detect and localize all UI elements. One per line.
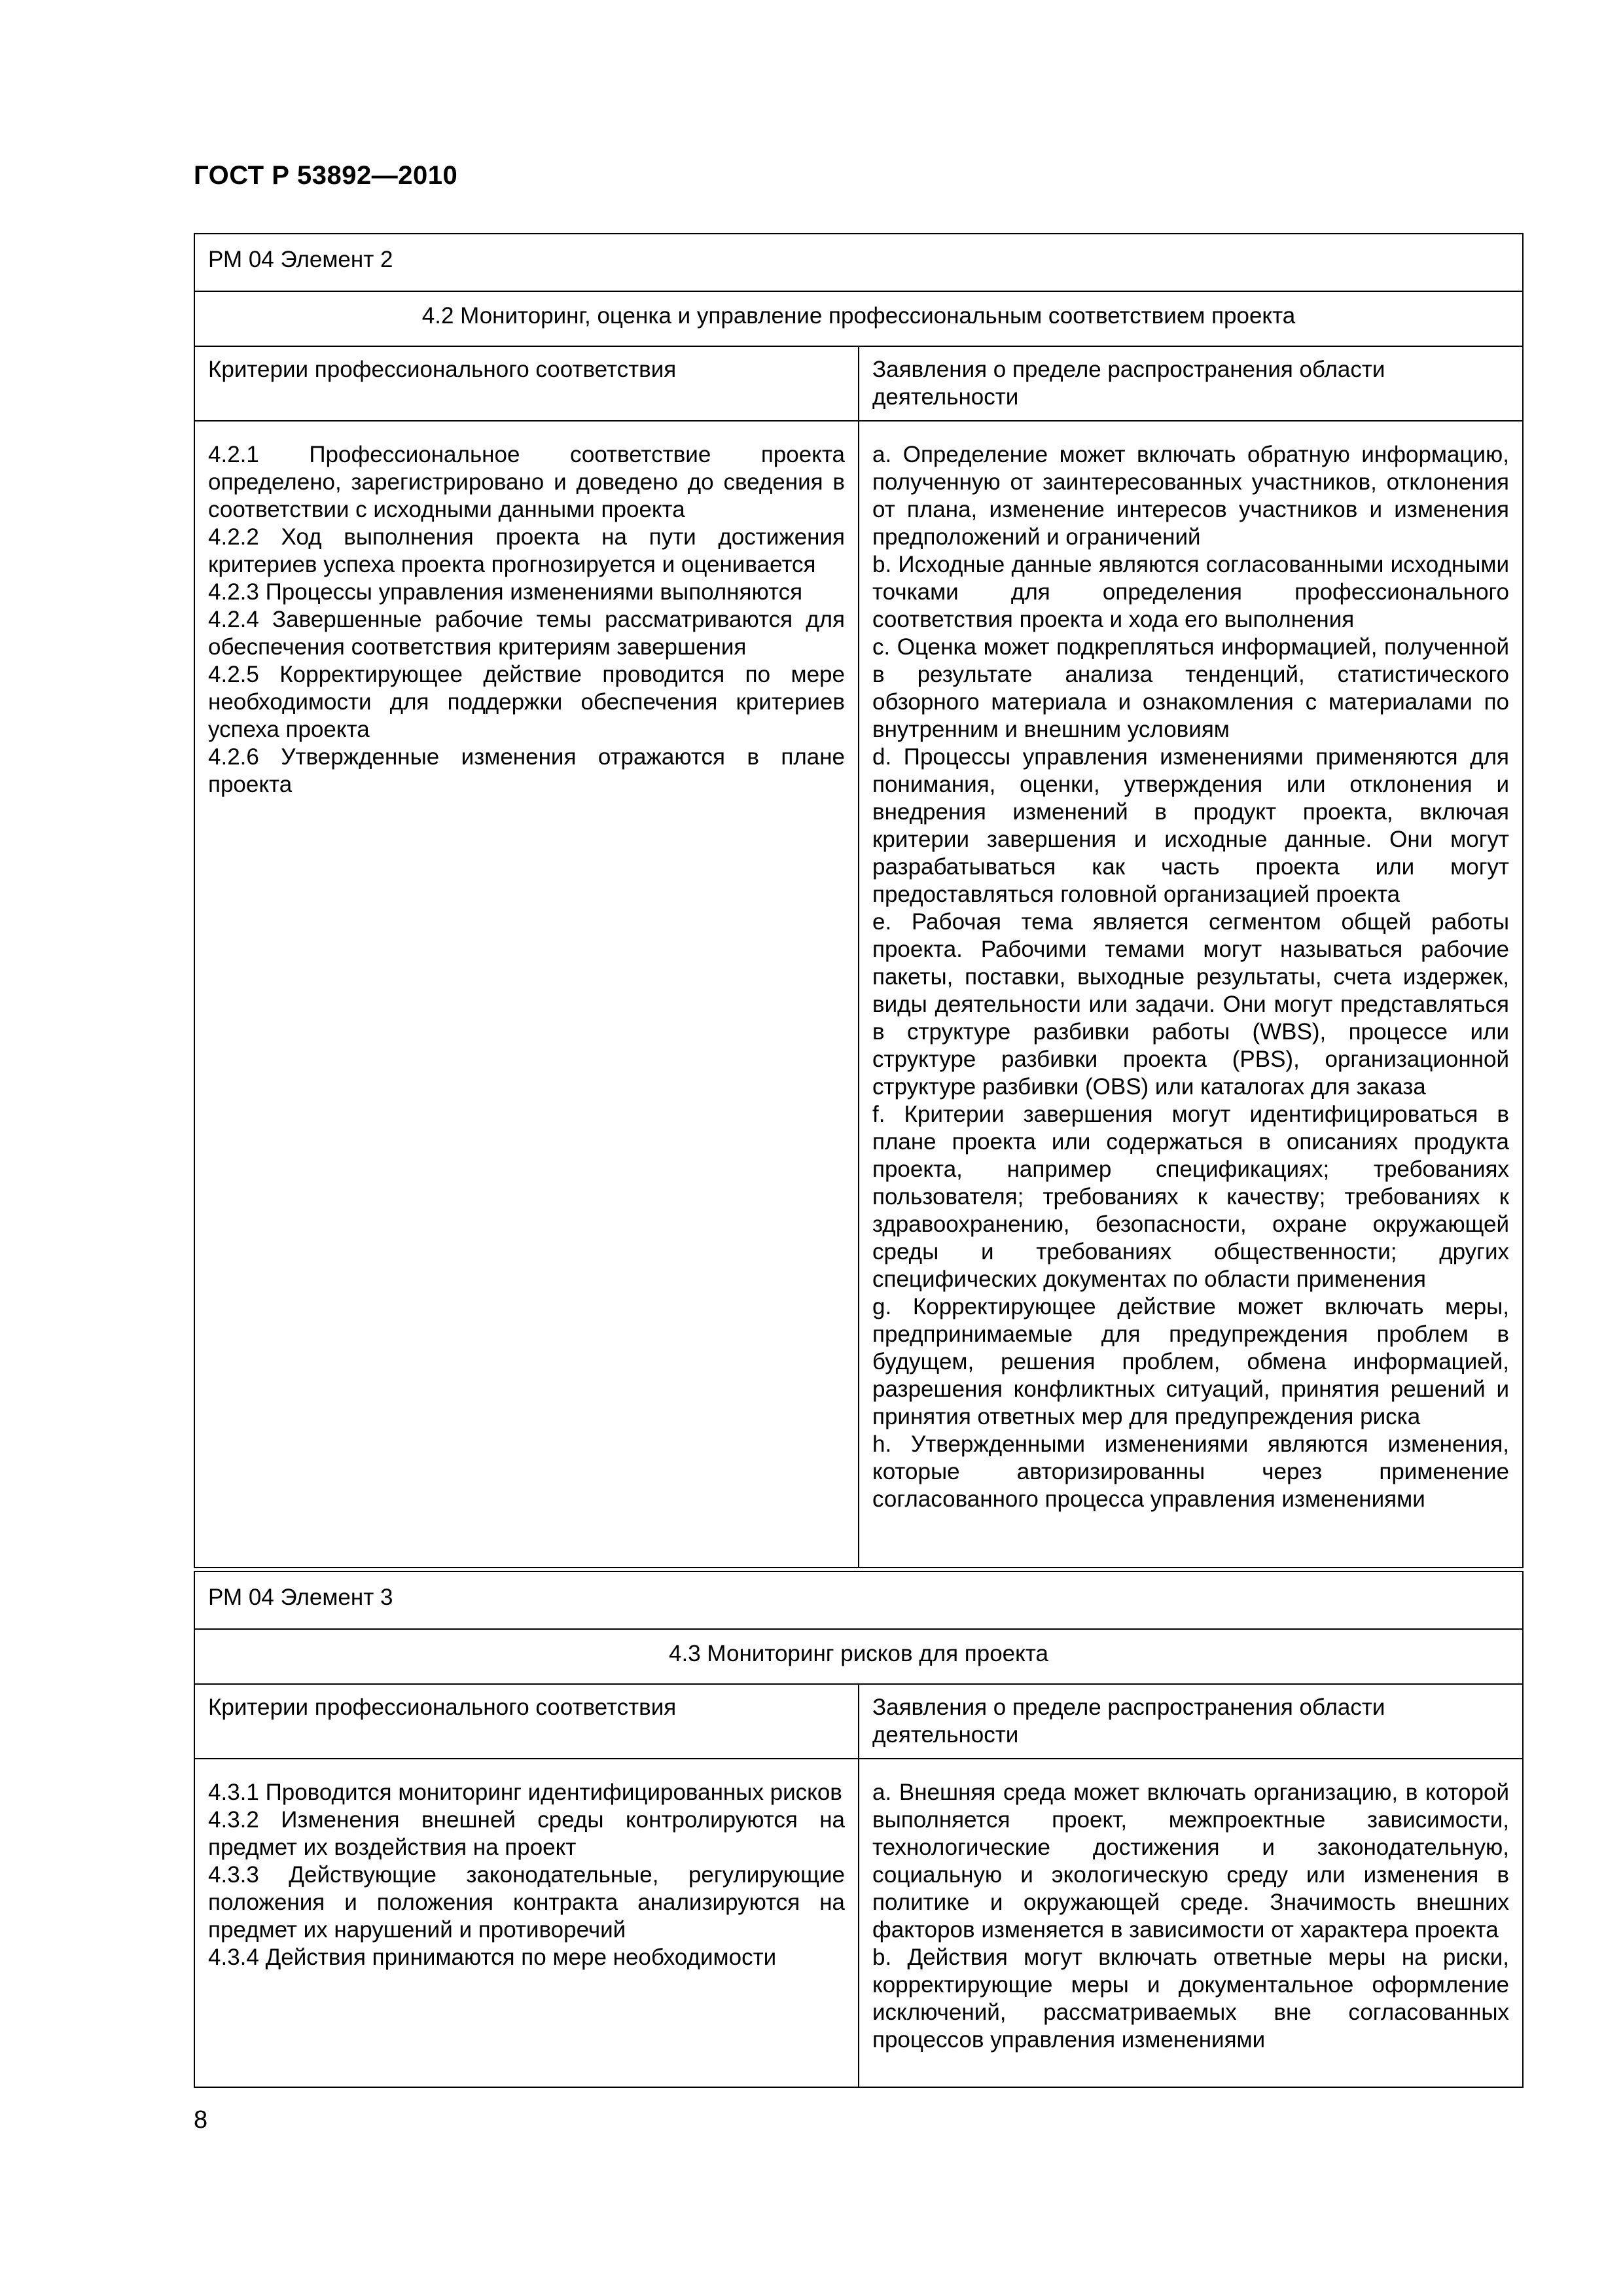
statements-cell <box>859 421 1523 1568</box>
criterion-item: 4.2.3 Процессы управления изменениями выполняются <box>208 579 803 605</box>
criteria-cell <box>194 421 859 1568</box>
statement-item: с. Оценка может подкрепляться информацией, полученной в результате анализа тенденций, статистического обзорного материала и ознакомления с материалами по внутренним и внешним условиям <box>872 634 1510 742</box>
column-header-statements: Заявления о пределе распространения области деятельности <box>859 346 1523 421</box>
element-label: РМ 04 Элемент 3 <box>194 1571 1523 1629</box>
element-table-2 <box>194 233 1524 1568</box>
element-table-3 <box>194 1571 1524 2088</box>
criterion-item: 4.2.1 Профессиональное соответствие проекта определено, зарегистрировано и доведено до сведения в соответствии с исходными данными проекта <box>208 442 845 522</box>
statement-item: f. Критерии завершения могут идентифицироваться в плане проекта или содержаться в описаниях продукта проекта, например спецификациях; требованиях пользователя; требованиях к качеству; требованиях к здравоохранению, безопасности, охране окружающей среды и требованиях общественности; других специфических документах по области применения <box>872 1102 1510 1292</box>
criterion-item: 4.3.3 Действующие законодательные, регулирующие положения и положения контракта анализируются на предмет их нарушений и противоречий <box>208 1862 845 1943</box>
criterion-item: 4.3.2 Изменения внешней среды контролируются на предмет их воздействия на проект <box>208 1807 845 1860</box>
page-number: 8 <box>194 2106 208 2134</box>
statements-cell <box>859 1759 1523 2087</box>
column-header-criteria: Критерии профессионального соответствия <box>194 1684 859 1759</box>
section-title: 4.2 Мониторинг, оценка и управление профессиональным соответствием проекта <box>194 291 1523 346</box>
statement-item: g. Корректирующее действие может включать меры, предпринимаемые для предупреждения проблем в будущем, решения проблем, обмена информацией, разрешения конфликтных ситуаций, принятия решений и принятия ответных мер для предупреждения риска <box>872 1294 1510 1429</box>
criterion-item: 4.2.4 Завершенные рабочие темы рассматриваются для обеспечения соответствия критериям завершения <box>208 607 845 660</box>
statement-item: е. Рабочая тема является сегментом общей работы проекта. Рабочими темами могут называться рабочие пакеты, поставки, выходные результаты, счета издержек, виды деятельности или задачи. Они могут представляться в структуре разбивки работы (WBS), процессе или структуре разбивки проекта (PBS), организационной структуре разбивки (OBS) или каталогах для заказа <box>872 909 1510 1100</box>
statement-item: b. Исходные данные являются согласованными исходными точками для определения профессионального соответствия проекта и хода его выполнения <box>872 552 1510 632</box>
criterion-item: 4.2.2 Ход выполнения проекта на пути достижения критериев успеха проекта прогнозируется и оценивается <box>208 524 845 577</box>
criterion-item: 4.2.5 Корректирующее действие проводится по мере необходимости для поддержки обеспечения критериев успеха проекта <box>208 662 845 742</box>
criterion-item: 4.3.4 Действия принимаются по мере необходимости <box>208 1945 777 1970</box>
element-label: РМ 04 Элемент 2 <box>194 234 1523 291</box>
criterion-item: 4.2.6 Утвержденные изменения отражаются в плане проекта <box>208 744 845 797</box>
statement-item: h. Утвержденными изменениями являются изменения, которые авторизированны через применение согласованного процесса управления изменениями <box>872 1431 1510 1512</box>
column-header-statements: Заявления о пределе распространения области деятельности <box>859 1684 1523 1759</box>
section-title: 4.3 Мониторинг рисков для проекта <box>194 1629 1523 1684</box>
criterion-item: 4.3.1 Проводится мониторинг идентифицированных рисков <box>208 1780 842 1805</box>
document-header: ГОСТ Р 53892—2010 <box>194 161 458 190</box>
statement-item: а. Определение может включать обратную информацию, полученную от заинтересованных участников, отклонения от плана, изменение интересов участников и изменения предположений и ограничений <box>872 442 1510 550</box>
column-header-criteria: Критерии профессионального соответствия <box>194 346 859 421</box>
statement-item: а. Внешняя среда может включать организацию, в которой выполняется проект, межпроектные зависимости, технологические достижения и законодательную, социальную и экологическую среду или изменения в политике и окружающей среде. Значимость внешних факторов изменяется в зависимости от характера проекта <box>872 1780 1510 1943</box>
criteria-cell <box>194 1759 859 2087</box>
statement-item: b. Действия могут включать ответные меры на риски, корректирующие меры и документальное оформление исключений, рассматриваемых вне согласованных процессов управления изменениями <box>872 1945 1510 2053</box>
statement-item: d. Процессы управления изменениями применяются для понимания, оценки, утверждения или отклонения и внедрения изменений в продукт проекта, включая критерии завершения и исходные данные. Они могут разрабатываться как часть проекта или могут предоставляться головной организацией проекта <box>872 744 1510 907</box>
